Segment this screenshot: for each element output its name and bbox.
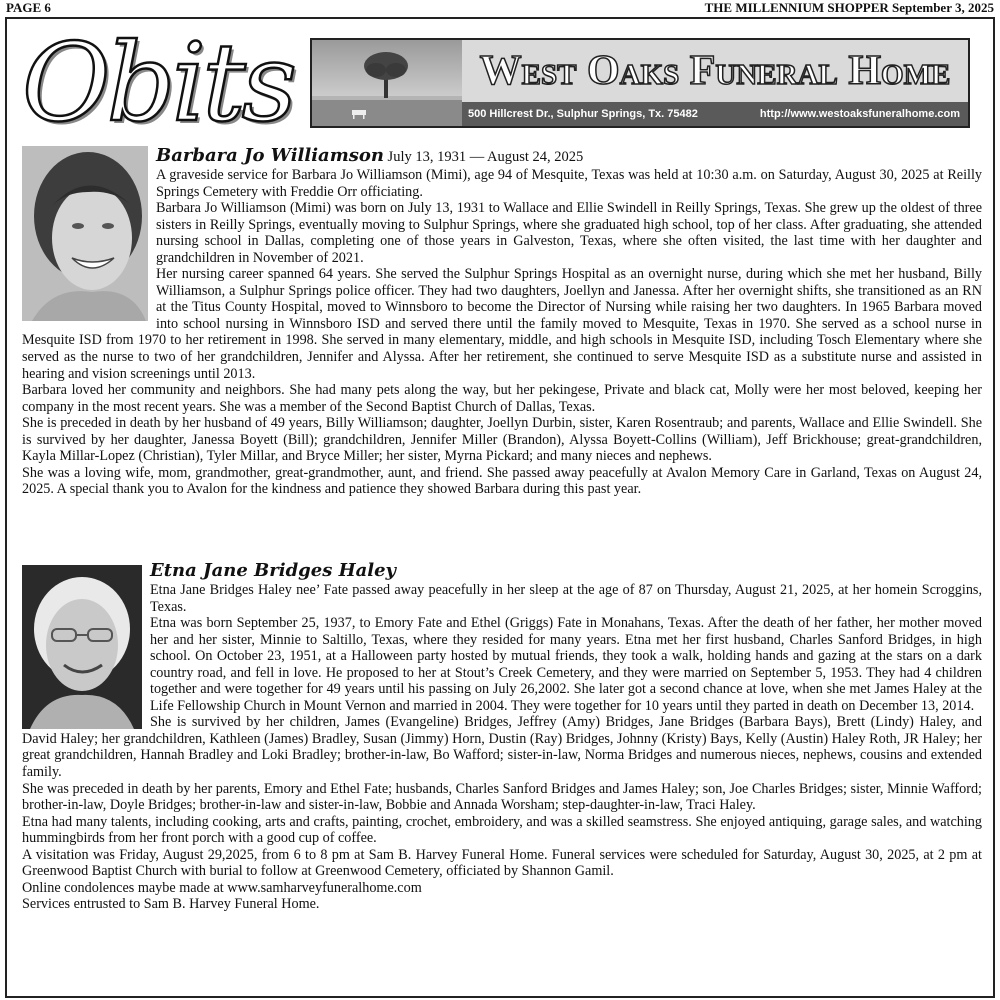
tree-scene-image: [312, 40, 462, 126]
obit-paragraph: Barbara Jo Williamson (Mimi) was born on July 13, 1931 to Wallace and Ellie Swindell in Reilly Springs, Texas. She grew up the oldest of three sisters in Reilly Springs, eventually moving to Sulphur Springs, where she graduated high school, top of her class. After graduating, she attended nursing school in Dallas, completing one of those years in Galveston, Texas, where she often visited, the last time with her daughter and grandchildren in November of 2021.: [156, 200, 982, 266]
obit-paragraph: Her nursing career spanned 64 years. She served the Sulphur Springs Hospital as an overnight nurse, during which she met her husband, Billy Williamson, a Sulphur Springs police officer. They had two daughters, Joellyn and Janessa. After her overnight shifts, she transitioned as an RN at the Titus County Hospital, moved to Winnsboro to become the Director of Nursing while raising her two daughters. In 1965 Barbara moved into school nursing in Winnsboro ISD and served there until the family moved to Mesquite, Texas in 1970. She served as a school nurse in Mesquite ISD from 1970 to her retirement in 1998. She served in many elementary, middle, and high schools in Mesquite ISD, including Tosch Elementary where she served as the nurse to two of her grandchildren, Jennifer and Alyssa. After her retirement, she continued to serve Mesquite ISD as a substitute nurse and assisted in hearing and vision screenings until 2013.: [22, 266, 982, 382]
life-dates: July 13, 1931 — August 24, 2025: [387, 149, 584, 165]
funeral-home-url[interactable]: http://www.westoaksfuneralhome.com: [759, 108, 960, 120]
page-header: [6, 0, 994, 16]
obit-paragraph: Services entrusted to Sam B. Harvey Funeral Home.: [22, 896, 320, 913]
section-title: Obits: [22, 28, 294, 140]
deceased-name: Barbara Jo Williamson: [156, 145, 384, 166]
funeral-home-name: West Oaks Funeral Home: [462, 40, 968, 102]
obituary-etna-haley: [22, 561, 982, 913]
obit-paragraph: She is preceded in death by her husband of 49 years, Billy Williamson; daughter, Joellyn Durbin, sister, Karen Rosentraub; and parents, Wallace and Ellie Swindell. She is survived by her daughter, Janessa Boyett (Bill); grandchildren, Jennifer Miller (Brandon), Alyssa Boyett-Collins (William), Jeff Brickhouse; great-grandchildren, Kayla Millar-Lopez (Christian), Tyler Millar, and Bryce Miller; her sister, Myrna Pickard; and many nieces and nephews.: [22, 415, 982, 465]
funeral-home-address: 500 Hillcrest Dr., Sulphur Springs, Tx. 75482: [468, 108, 698, 120]
obit-paragraph: She was a loving wife, mom, grandmother, great-grandmother, aunt, and friend. She passed away peacefully at Avalon Memory Care in Garland, Texas on August 24, 2025. A special thank you to Avalon for the kindness and patience they showed Barbara during this past year.: [22, 464, 982, 498]
obit-paragraph: A graveside service for Barbara Jo Williamson (Mimi), age 94 of Mesquite, Texas was held at 10:30 a.m. on Saturday, August 30, 2025 at Reilly Springs Cemetery with Freddie Orr officiating.: [156, 167, 982, 200]
obit-paragraph: She is survived by her children, James (Evangeline) Bridges, Jeffrey (Amy) Bridges, Jane Bridges (Barbara Bays), Brett (Lindy) Haley, and David Haley; her grandchildren, Kathleen (James) Bradley, Susan (Jimmy) Horn, Dustin (Ray) Bridges, Johnny (Kristy) Bays, Kelly (Austin) Haley Roth, JR Haley; her great grandchildren, Hannah Bradley and Loki Bradley; brother-in-law, Bo Wafford; sister-in-law, Norma Bridges and numerous nieces, nephews, cousins and extended family.: [22, 714, 982, 781]
portrait-photo: [22, 146, 148, 321]
obituary-barbara-williamson: [22, 146, 982, 498]
obit-paragraph: Etna Jane Bridges Haley nee’ Fate passed away peacefully in her sleep at the age of 87 on Thursday, August 21, 2025, at her homein Scroggins, Texas.: [150, 582, 982, 615]
advert-contact-bar: [462, 102, 968, 126]
deceased-name: Etna Jane Bridges Haley: [150, 560, 397, 581]
portrait-photo: [22, 565, 142, 729]
obit-paragraph: Etna was born September 25, 1937, to Emory Fate and Ethel (Griggs) Fate in Monahans, Texas. After the death of her father, her mother moved her and her sister, Minnie to Saltillo, Texas, where they resided for many years. Etna met her first husband, Charles Sanford Bridges, in high school. On October 23, 1951, at a Halloween party hosted by mutual friends, they took a walk, holding hands and gazing at the stars on a dark country road, and fell in love. He proposed to her at Stout’s Creek Cemetery, and they were married on September 5, 1953. They had 4 children together and were together for 49 years until his passing on July 26,2002. She later got a second chance at love, when she met James Haley at the Life Fellowship Church in Mount Vernon and married in 2004. They were together for 10 years until they parted in death on December 13, 2014.: [150, 615, 982, 714]
obit-paragraph: Etna had many talents, including cooking, arts and crafts, painting, crochet, embroidery, and was a skilled seamstress. She enjoyed antiquing, garage sales, and watching hummingbirds from her front porch with a good cup of coffee.: [22, 813, 982, 847]
obit-paragraph: She was preceded in death by her parents, Emory and Ethel Fate; husbands, Charles Sanford Bridges and James Haley; son, Joe Charles Bridges; sister, Minnie Wafford; brother-in-law, Doyle Bridges; brother-in-law and sister-in-law, Bobbie and Annada Worsham; step-daughter-in-law, Traci Haley.: [22, 780, 982, 814]
page-number: PAGE 6: [6, 0, 51, 15]
obit-paragraph: Barbara loved her community and neighbors. She had many pets along the way, but her pekingese, Private and black cat, Molly were her most beloved, keeping her company in the most recent years. She was a member of the Second Baptist Church of Dallas, Texas.: [22, 382, 982, 415]
obit-paragraph: Online condolences maybe made at www.samharveyfuneralhome.com: [22, 879, 422, 896]
publication-line: THE MILLENNIUM SHOPPER September 3, 2025: [704, 0, 994, 15]
funeral-home-advert: [310, 38, 970, 128]
obit-paragraph: A visitation was Friday, August 29,2025, from 6 to 8 pm at Sam B. Harvey Funeral Home. Funeral services were scheduled for Saturday, August 30, 2025, at 2 pm at Greenwood Baptist Church with burial to follow at Greenwood Cemetery, officiated by Shannon Gamil.: [22, 846, 982, 880]
